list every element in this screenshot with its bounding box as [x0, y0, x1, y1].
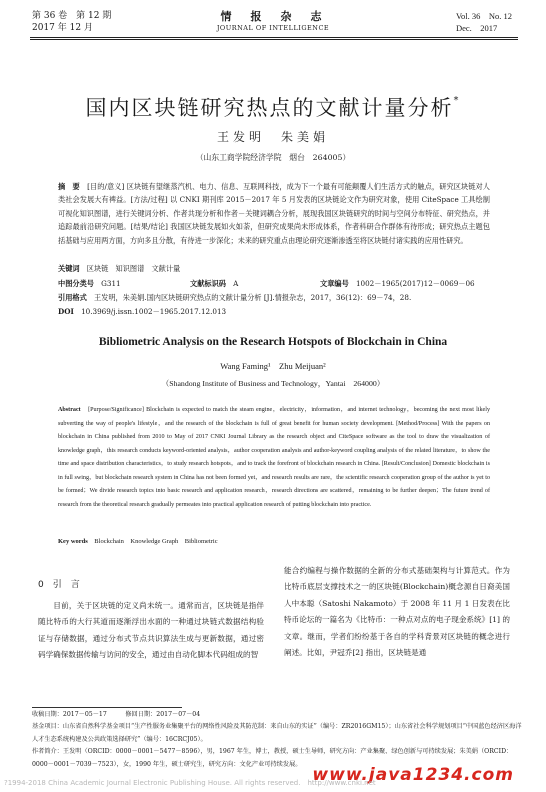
title-footnote-mark: *: [453, 95, 461, 106]
clc-label: 中图分类号: [58, 279, 94, 288]
english-abstract: [58, 404, 490, 512]
abstract-cn: [58, 180, 490, 247]
doc-label: 文献标识码: [190, 279, 226, 288]
english-abstract-label: Abstract: [58, 407, 81, 413]
journal-name-en: JOURNAL OF INTELLIGENCE: [216, 24, 330, 32]
section-heading: 0 引 言: [38, 580, 80, 590]
footnote-rule: [32, 707, 182, 708]
paper-title-text: 国内区块链研究热点的文献计量分析: [85, 96, 454, 120]
journal-name-cn: 情 报 杂 志: [220, 10, 326, 23]
english-keywords: [58, 536, 218, 545]
copyright-watermark: ?1994-2018 China Academic Journal Electronic Publishing House. All rights reserved. http://www.cnki.net: [4, 779, 376, 787]
paper-title: [0, 92, 546, 122]
english-abstract-text: [Purpose/Significance] Blockchain is expected to match the steam engine，electricity，information，and internet technology，becoming the next most likely subverting the way of people's lifestyle，and the research of the blockchain is full of great benefit for human society development. [Method/Process] With the papers on blockchain in China published from 2010 to May of 2017 CNKI Journal Library as the research object and CiteSpace software as the tool to draw the visualization of knowledge graph，this research conducts keyword-oriented analysis，author cooperation analysis and author-keyword coupling analysis of the related literature，to show the time and space distribution characteristics，to study research hotspots，and to track the forefront of blockchain research in China. [Result/Conclusion] Domestic blockchain is in full swing，but blockchain research system in China has not been formed yet，and research results are rare，the scientific research cooperation group of the author is yet to be formed；We divide research topics into basic research and application research，research directions are scattered，remaining to be further deepen；The future trend of research from the theoretical research gradually permeates into practical application research of putting blockchain into practice.: [58, 407, 490, 508]
header-rule-bottom: [30, 39, 518, 40]
volume-issue: 第 36 卷 第 12 期: [32, 11, 112, 21]
issue-date-en: Dec. 2017: [455, 23, 498, 33]
clc-code: [58, 277, 121, 290]
issue-date: 2017 年 12 月: [32, 23, 93, 33]
citation-text: 王发明，朱美娟.国内区块链研究热点的文献计量分析 [J].情报杂志，2017，36(12)：69－74，28.: [93, 293, 412, 302]
footnote-author-bio: 作者简介：王发明（ORCID：0000－0001－5477－8596），男，1967 年生，博士，教授，硕士生导师，研究方向：产业集聚、绿色创新与可持续发展；朱美娟（ORCID：0000－0001－7039－7523），女，1990 年生，硕士研究生，研究方向：文化产业可持续发展。: [32, 748, 513, 768]
citation-format: [58, 291, 490, 304]
article-id-value: 1002－1965(2017)12－0069－06: [355, 279, 475, 288]
author-list: 王发明 朱美娟: [216, 130, 329, 144]
article-id: [320, 277, 475, 290]
doi: [58, 305, 226, 318]
doi-label: DOI: [58, 307, 74, 316]
english-title: Bibliometric Analysis on the Research Hotspots of Blockchain in China: [98, 336, 448, 348]
keywords-label: 关键词: [58, 264, 80, 273]
footnote-fund: 基金项目：山东省自然科学基金项目“生产性服务业集聚平台的网络性风险及其防范制：来自山东的实证”（编号：ZR2016GM15）；山东省社会科学规划项目“中国蓝色经济区海洋人才生态系统构建及公共政策选择研究”（编号：16CRCJ05）。: [32, 723, 522, 743]
english-keywords-text: Blockchain Knowledge Graph Bibliometric: [94, 538, 218, 545]
article-id-label: 文章编号: [320, 279, 349, 288]
keywords-text: 区块链 知识图谱 文献计量: [86, 264, 181, 273]
doc-code: [190, 277, 238, 290]
footnote-dates: 收稿日期：2017－05－17 修回日期：2017－07－04: [32, 711, 201, 718]
volume-issue-en: Vol. 36 No. 12: [455, 11, 512, 21]
intro-left-column: 目前，关于区块链的定义尚未统一。通常而言，区块链是指伴随比特币的大行其道而逐渐浮出水面的一种通过块链式数据结构验证与存储数据，通过分布式节点共识算法生成与更新数据，通过密码学确保数据传输与访问的安全，通过由自动化脚本代码组成的智: [38, 601, 264, 660]
english-authors: Wang Faming¹ Zhu Meijuan²: [220, 361, 326, 371]
site-watermark: www.java1234.com: [312, 765, 514, 785]
affiliation: （山东工商学院经济学院 烟台 264005）: [195, 153, 351, 162]
english-keywords-label: Key words: [58, 538, 88, 545]
clc-value: G311: [101, 279, 121, 288]
citation-label: 引用格式: [58, 293, 87, 302]
intro-right-column: 能合约编程与操作数据的全新的分布式基础架构与计算范式。作为比特币底层支撑技术之一的区块链(Blockchain)概念源自日裔美国人中本聪（Satoshi Nakamoto）于 2008 年 11 月 1 日发表在比特币论坛的一篇名为《比特币：一种点对点的电子现金系统》[1] 的文章。继而，学者们纷纷基于各自的学科背景对区块链的概念进行阐述。比如，尹冠乔[2] 指出，区块链是通: [284, 566, 510, 658]
abstract-text: [目的/意义] 区块链有望继蒸汽机、电力、信息、互联网科技，成为下一个最有可能颠覆人们生活方式的触点，研究区块链对人类社会发展大有裨益。[方法/过程] 以 CNKI 期刊库 2015－2017 年 5 月发表的区块链论文作为研究对象，使用 CiteSpace 工具绘制可视化知识图谱，进行关键词分析、作者共现分析和作者－关键词耦合分析，展现我国区块链研究的时间与空间分布特征、研究热点，并追踪最前沿研究问题。[结果/结论] 我国区块链发展如火如荼，但研究成果尚未形成体系，作者科研合作群体有待形成；研究热点主题包括基础与应用两方面，方向多且分散，有待进一步深化；未来的研究重点由理论研究逐渐渗透至将区块链付诸实践的应用性研究。: [58, 182, 490, 245]
english-affiliation: （Shandong Institute of Business and Technology，Yantai 264000）: [161, 379, 385, 388]
abstract-label: 摘 要: [58, 182, 80, 191]
doi-value: 10.3969/j.issn.1002－1965.2017.12.013: [81, 307, 227, 316]
header-rule-top: [30, 37, 518, 38]
keywords-cn: [58, 262, 180, 275]
doc-value: A: [233, 279, 239, 288]
running-header-right: [456, 10, 512, 34]
